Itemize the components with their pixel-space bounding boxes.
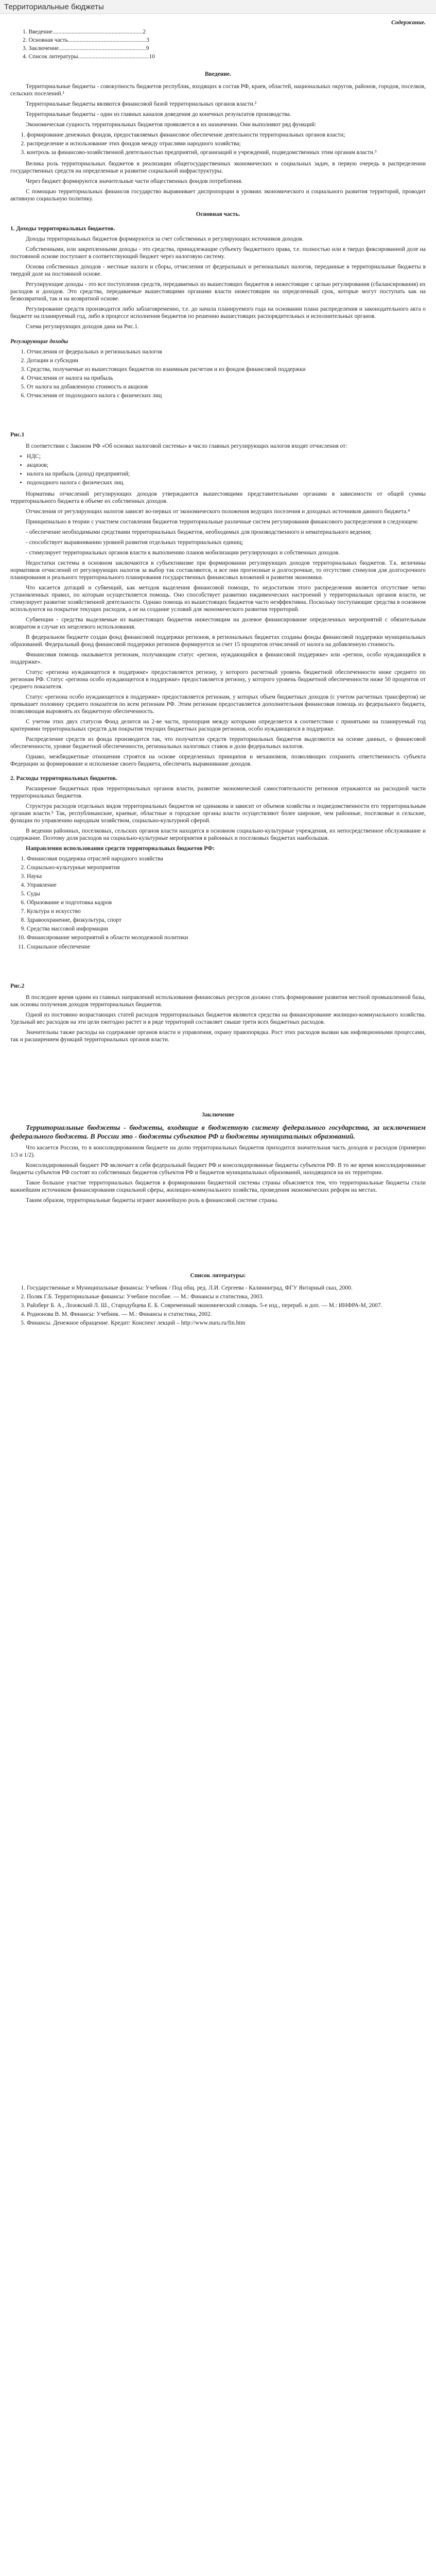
conclusion-heading: Заключение [201,1111,235,1118]
list-item: 1. формирование денежных фондов, предоставляемых финансовое обеспечение деятельности территориальных органов власти; [27,131,426,139]
list-item: 3. контроль за финансово-хозяйственной деятельностью предприятий, организаций и учреждений, подведомственных этим органам власти.³ [27,149,426,156]
list-item: 4. Управление [27,882,426,889]
paragraph: Статус «региона нуждающегося в поддержке» предоставляется региону, у которого расчетный уровень бюджетной обеспеченности ниже среднего по регионам РФ. Статус «региона особо нуждающегося в поддержке» предоставляется региону, у которого уровень бюджетной обеспеченности ниже 50 процентов от среднего показателя. [10,669,426,690]
functions-list [20,131,426,156]
regulating-income-list [20,348,426,399]
expenditure-directions-list [20,855,426,950]
list-item: • подоходного налога с физических лиц. [27,479,426,486]
list-item: • НДС; [27,453,426,460]
main-heading: Основная часть. [196,211,240,218]
paragraph: Территориальные бюджеты - один из главных каналов доведения до конечных результатов производства. [26,111,291,118]
figure-caption: Рис.1 [10,431,25,438]
paragraph: Статус «региона особо нуждающегося в поддержке» предоставляется регионам, у которых объем бюджетных доходов (с учетом расчетных трансфертов) не превышает половину среднего показателя по всем регионам РФ. Этим регионам предоставляется дополнительная финансовая помощь из федерального бюджета, позволяющая выровнять их бюджетную обеспеченность. [10,694,426,715]
paragraph: Территориальные бюджеты являются финансовой базой территориальных органов власти.² [26,101,257,108]
paragraph: Структура расходов отдельных видов территориальных бюджетов не одинакова и зависит от объемов хозяйства и подведомственности его территориальным органам власти.⁵ Так, республиканские, краевые, областные и городские органы власти осуществляют более широкие, чем районные, поселковые и сельские, функции по управлению народным хозяйством, социально-культурной сферой. [10,803,426,824]
list-item: • акцизов; [27,462,426,469]
paragraph: Расширение бюджетных прав территориальных органов власти, развитие экономической самостоятельности регионов отражаются на расходной части территориальных бюджетов. [10,786,426,800]
paragraph: Через бюджет формируются значительные части общественных фондов потребления. [26,178,243,185]
paragraph: Распределение средств из фонда производится так, что получатели средств территориальных бюджетов выделяются на основе данных, о финансовой обеспеченности, уровне бюджетной обеспеченности, региональных налоговых ставок и доли федеральных налогов. [10,736,426,750]
paragraph: Такое большое участие территориальных бюджетов в формировании бюджетной системы страны объясняется тем, что территориальные бюджеты стали важнейшим источником финансирования социальной сферы, жилищно-коммунального хозяйства, проведения экономических реформ на местах. [10,1179,426,1193]
list-item: 4. Родионова В. М. Финансы: Учебник. — М.: Финансы и статистика, 2002. [27,1311,426,1318]
references-list [20,1284,426,1327]
paragraph: Принципиально в теории с участием составления бюджетов территориальные различные систем регулирования финансового распределения в следующем: [26,518,418,525]
paragraph: В соответствии с Законом РФ «Об основах налоговой системы» в число главных регулирующих налогов входят отчисления от: [26,443,347,449]
paragraph: Территориальные бюджеты - совокупность бюджетов республик, входящих в состав РФ, краев, областей, национальных округов, районов, городов, поселков, сельских поселений.¹ [10,83,426,97]
paragraph: Что касается дотаций и субвенций, как методов выделения финансовой помощи, то недостатком этого распределения является отсутствие четко установленных правил, по которым осуществляется помощь. Оно способствует развитию иждивенческих настроений у территориальных органов власти, не стимулирует развитие хозяйственной деятельности. Однако помощь из вышестоящих бюджетов часто неэффективна. Поскольку поступающие средства в основном используются на покрытие текущих расходов, а не на создание условий для экономического развития территорий. [10,584,426,613]
paragraph: - обеспечение необходимыми средствами территориальных бюджетов, необходимых для производственного и нематериального ведения; [26,529,372,535]
list-item[interactable]: 5. Финансы. Денежное обращение. Кредит: Конспект лекций – http://www.nuru.ru/fin.htm [27,1319,426,1327]
paragraph: Недостатки системы в основном заключаются в субъективизме при формировании регулирующих доходов территориальных бюджетов. Т.к. величины нормативов отчислений от регулирующих налогов за выбор так составляются, и все они прогнозные и долгосрочные, то отсутствие стимулов для долгосрочного планирования и реального территориального планирования государственных финансовых вложений и развития экономики. [10,560,426,581]
paragraph: Что касается России, то в консолидированном бюджете на долю территориальных бюджетов приходится значительная часть доходов и расходов (примерно 1/3 и 1/2). [10,1144,426,1158]
paragraph: Отчисления от регулирующих налогов зависят во-первых от экономического положения ведущих поселения и доходных источников данного бюджета.⁴ [26,508,410,515]
list-item: 3. Наука [27,873,426,880]
list-item: 5. Суды [27,890,426,897]
paragraph: Велика роль территориальных бюджетов в реализации общегосударственных экономических и социальных задач, в первую очередь в распределении государственных средств на определенные и развитие социальной инфраструктуры. [10,161,426,175]
list-item: 11. Социальное обеспечение [27,943,426,951]
list-item: 4. Отчисления от налога на прибыль [27,375,426,382]
list-item: 3. Средства, получаемые из вышестоящих бюджетов по взаимным расчетам и из фондов финансовой поддержки [27,366,426,373]
taxes-list [20,453,426,486]
paragraph: Направления использования средств территориальных бюджетов РФ: [26,845,215,852]
list-item: 2. Социально-культурные мероприятия [27,864,426,871]
paragraph: Значительны также расходы на содержание органов власти и управления, охрану правопорядка. Рост этих расходов вызван как инфляционными процессами, так и расширением функций территориальных органов власти. [10,1029,426,1043]
paragraph: В последнее время одним из главных направлений использования финансовых ресурсов должно стать формирование развития местной промышленной базы, как основы получения доходов территориальных бюджетов. [10,994,426,1008]
intro-heading: Введение. [205,71,231,78]
figure-caption: Рис.2 [10,982,25,989]
paragraph: Регулирование средств производится либо заблаговременно, т.е. до начала планируемого года на основании плана распределения и законодательного акта о бюджете на планируемый год, либо в процессе исполнения бюджетов по решению вышестоящих распорядительных и исполнительных органов. [10,306,426,320]
list-item: 1. Финансовая поддержка отраслей народного хозяйства [27,855,426,862]
paragraph: Собственными, или закрепленными доходы - это средства, принадлежащие субъекту бюджетного права, т.е. полностью или в твердо фиксированной доле на постоянной основе поступают в соответствующий бюджет через налоговую систему. [10,246,426,260]
list-item: 1. Отчисления от федеральных и региональных налогов [27,348,426,355]
section-heading: 1. Доходы территориальных бюджетов. [10,226,115,232]
paragraph: Доходы территориальных бюджетов формируются за счет собственных и регулирующих источников доходов. [26,236,304,243]
list-item: 10. Финансирование мероприятий в области молодежной политики [27,934,426,941]
list-item: 6. Образование и подготовка кадров [27,899,426,906]
paragraph: Таким образом, территориальные бюджеты играют важнейшую роль в финансовой системе страны. [26,1197,278,1204]
toc-item[interactable]: 1. Введение.............................................................2 [23,29,146,36]
table-of-contents [10,28,426,60]
toc-title: Содержание. [391,20,426,26]
paragraph: Однако, межбюджетные отношения строятся на основе определенных принципов и механизмов, позволяющих сохранить ответственность субъекта Федерации за формирование и исполнение своего бюджета, обеспечить выравнивание доходов. [10,754,426,768]
list-item: 3. Райзберг Б. А., Лозовский Л. Ш., Стародубцева Е. Б. Современный экономический словарь. 5-е изд., перераб. и доп. — М.: ИНФРА-М, 2007. [27,1302,426,1309]
paragraph: В ведении районных, поселковых, сельских органов власти находятся в основном социально-культурные учреждения, их непосредственное обслуживание и содержание. Поэтому доля расходов на социально-культурные мероприятия в районных и поселковых бюджетах наибольшая. [10,828,426,842]
toc-item[interactable]: 3. Заключение...........................................................9 [23,45,149,52]
scheme-title: Регулирующие доходы [10,338,68,345]
toc-item[interactable]: 2. Основная часть.....................................................3 [23,37,150,44]
paragraph: - способствует выравниванию уровней развития отдельных территориальных единиц; [26,539,243,546]
list-item: 2. Дотации и субсидии [27,357,426,364]
paragraph: С учетом этих двух статусов Фонд делится на 2-ве части, пропорция между которыми определяется в соответствии с принятыми на планируемый год критериями территориальных средств для покрытия текущих бюджетных расходов регионов, особо нуждающихся в поддержке. [10,719,426,733]
section-heading: 2. Расходы территориальных бюджетов. [10,775,117,782]
list-item: 6. Отчисления от подоходного налога с физических лиц [27,392,426,399]
paragraph: Территориальные бюджеты - бюджеты, входящие в бюджетную систему федерального государства, за исключением федерального бюджета. В России это - бюджеты субъектов РФ и бюджеты муниципальных образований. [10,1124,426,1141]
paragraph: Субвенции - средства выделяемые из вышестоящих бюджетов нижестоящим на долевое финансирование определенных мероприятий с обязательным возвратом в случае их нецелевого использования. [10,616,426,630]
paragraph: В федеральном бюджете создан фонд финансовой поддержки регионов, в региональных бюджетах созданы фонды финансовой поддержки муниципальных образований. Федеральный фонд финансовой поддержки регионов формируется за счет 15 процентов отчислений от налога на добавленную стоимость. [10,634,426,648]
list-item: 5. От налога на добавленную стоимость и акцизов [27,383,426,391]
list-item: 2. распределение и использование этих фондов между отраслями народного хозяйства; [27,140,426,147]
paragraph: Нормативы отчислений регулирующих доходов утверждаются вышестоящими представительными органами в зависимости от общей суммы территориального бюджета в объеме их собственных доходов. [10,490,426,504]
list-item: 2. Поляк Г.Б. Территориальные финансы: Учебное пособие. — М.: Финансы и статистика, 2003. [27,1293,426,1300]
list-item: 1. Государственные и Муниципальные финансы: Учебник / Под общ. ред. Л.И. Сергеева - Калининград, ФГУ Янтарный сказ, 2000. [27,1284,426,1292]
list-item: 7. Культура и искусство [27,908,426,915]
list-item: 9. Средства массовой информации [27,925,426,933]
paragraph: Схема регулирующих доходов дана на Рис.1. [26,324,139,330]
paragraph: Финансовая помощь оказывается регионам, получающим статус «регион, нуждающийся в финансовой поддержке» или «регион, особо нуждающийся в поддержке». [10,651,426,665]
paragraph: Экономическая сущность территориальных бюджетов проявляется в их назначении. Они выполняют ряд функций: [26,122,317,128]
paragraph: С помощью территориальных финансов государство выравнивает диспропорции в уровнях экономического и социального развития территорий, проводит активную социальную политику. [10,189,426,202]
paragraph: Регулирующие доходы - это все поступления средств, передаваемых из вышестоящих бюджетов в нижестоящие с целью регулирования (сбалансирования) их расходов и доходов. Это средства, передаваемые вышестоящими органами власти нижестоящим на определенный срок, которые могут поступать как на безвозвратной, так и на возвратной основе. [10,281,426,302]
list-item: • налога на прибыль (доход) предприятий; [27,470,426,478]
document-body [0,14,436,1343]
toc-item[interactable]: 4. Список литературы................................................10 [23,54,155,60]
paragraph: - стимулирует территориальных органов власти к выполнению планов мобилизации регулирующих и собственных доходов. [26,549,340,556]
references-heading: Список литературы: [190,1272,246,1279]
paragraph: Основа собственных доходов - местные налоги и сборы, отчисления от федеральных и региональных налогов, переданные в территориальные бюджеты в твердой доле на постоянной основе. [10,264,426,278]
list-item: 8. Здравоохранение, физкультура, спорт [27,917,426,924]
page-title: Территориальные бюджеты [0,0,436,14]
paragraph: Консолидированный бюджет РФ включает в себя федеральный бюджет РФ и консолидированные бюджеты субъектов РФ. В то же время консолидированные бюджеты субъектов РФ состоят из собственных бюджетов субъектов РФ и бюджетов муниципальных образований, находящихся на их территории. [10,1162,426,1176]
paragraph: Одной из постоянно возрастающих статей расходов территориальных бюджетов являются средства на финансирование жилищно-коммунального хозяйства. Удельный вес расходов на эти цели ежегодно растет и в ряде территорий составляет свыше трети всех бюджетных расходов. [10,1011,426,1025]
